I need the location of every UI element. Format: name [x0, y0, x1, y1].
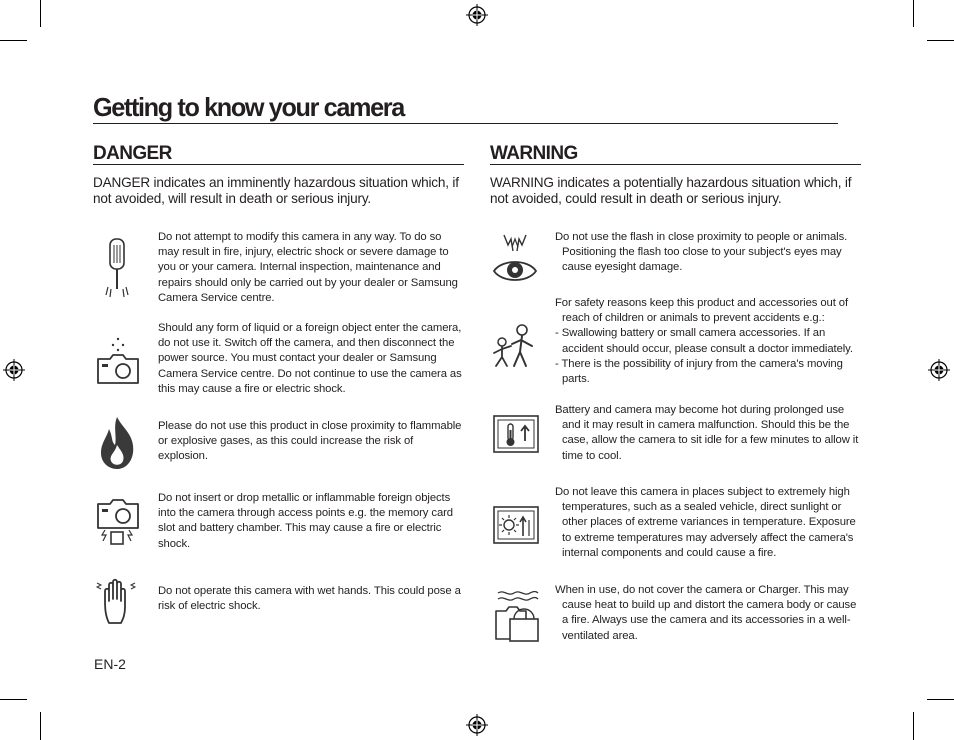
warning-item-line: Do not leave this camera in places subject to extremely high temperatures, such as a sealed vehicle, direct sunlight or other places of extreme variances in temperature. Exposure to extreme temperatures may adversely affect the camera's internal components and could cause a fire. — [555, 486, 856, 559]
danger-item-text: Should any form of liquid or a foreign object enter the camera, do not use it. Switch off the camera, and then disconnect the power source. You must contact your dealer or Samsung Camera Service centre. Do not continue to use the camera as this may cause a fire or electric shock. — [158, 322, 462, 395]
crop-mark — [0, 40, 27, 41]
warning-intro: WARNING indicates a potentially hazardous situation which, if not avoided, could result in death or serious injury. — [490, 175, 852, 206]
warning-item-text — [555, 230, 862, 276]
crop-mark — [927, 699, 954, 700]
warning-item-line: - Swallowing battery or small camera accessories. If an accident should occur, please consult a doctor immediately. — [555, 327, 853, 355]
danger-intro: DANGER indicates an imminently hazardous situation which, if not avoided, will result in death or serious injury. — [93, 175, 459, 206]
crop-mark — [40, 712, 41, 740]
crop-mark — [927, 40, 954, 41]
flame-icon — [97, 415, 137, 471]
page-title: Getting to know your camera — [93, 91, 838, 124]
warning-item-line: - There is the possibility of injury from the camera's moving parts. — [555, 357, 843, 386]
danger-item-text: Do not insert or drop metallic or inflammable foreign objects into the camera through access points e.g. the memory card slot and battery chamber. This may cause a fire or electric shock. — [158, 492, 453, 550]
warning-item-line: For safety reasons keep this product and accessories out of reach of children or animals to prevent accidents e.g.: — [555, 297, 848, 325]
crop-mark — [0, 699, 27, 700]
warning-item-text — [555, 583, 862, 644]
warning-item-line: When in use, do not cover the camera or Charger. This may cause heat to build up and distort the camera body or cause a fire. Always use the camera and its accessories in a well-ventilated area. — [555, 584, 857, 642]
crop-mark — [40, 0, 41, 27]
warning-item-text — [555, 403, 862, 464]
danger-item-text: Do not attempt to modify this camera in any way. To do so may result in fire, injury, electric shock or severe damage to you or your camera. Internal inspection, maintenance and repairs should only be carried out by your dealer or Samsung Camera Service centre. — [158, 231, 458, 304]
liquid-camera-icon — [95, 335, 141, 387]
warning-item-line: Do not use the flash in close proximity to people or animals. Positioning the flash too close to your subject's eyes may cause eyesight damage. — [555, 231, 848, 274]
children-icon — [490, 322, 538, 370]
hot-thermometer-icon — [493, 415, 539, 453]
registration-mark-icon — [466, 4, 488, 26]
warning-item-text — [555, 485, 862, 561]
registration-mark-icon — [466, 714, 488, 736]
warning-heading: WARNING — [490, 143, 861, 165]
warning-item-text — [555, 296, 862, 387]
covered-camera-heat-icon — [494, 587, 540, 643]
danger-heading: DANGER — [93, 143, 464, 165]
warning-item-line: Battery and camera may become hot during prolonged use and it may result in camera malfunction. Should this be the case, allow the camera to sit idle for a few minutes to allow it time to cool. — [555, 404, 859, 462]
flash-eye-icon — [492, 233, 538, 285]
crop-mark — [913, 0, 914, 27]
registration-mark-icon — [3, 359, 25, 381]
danger-item-text: Please do not use this product in close proximity to flammable or explosive gases, as this could increase the risk of explosion. — [158, 420, 462, 463]
foreign-object-camera-icon — [95, 494, 141, 550]
registration-mark-icon — [928, 359, 950, 381]
danger-item-text: Do not operate this camera with wet hands. This could pose a risk of electric shock. — [158, 585, 461, 613]
sun-heat-icon — [493, 506, 539, 544]
wet-hand-icon — [95, 577, 141, 627]
screwdriver-icon — [104, 237, 130, 299]
page-number: EN-2 — [94, 656, 126, 672]
crop-mark — [913, 712, 914, 740]
